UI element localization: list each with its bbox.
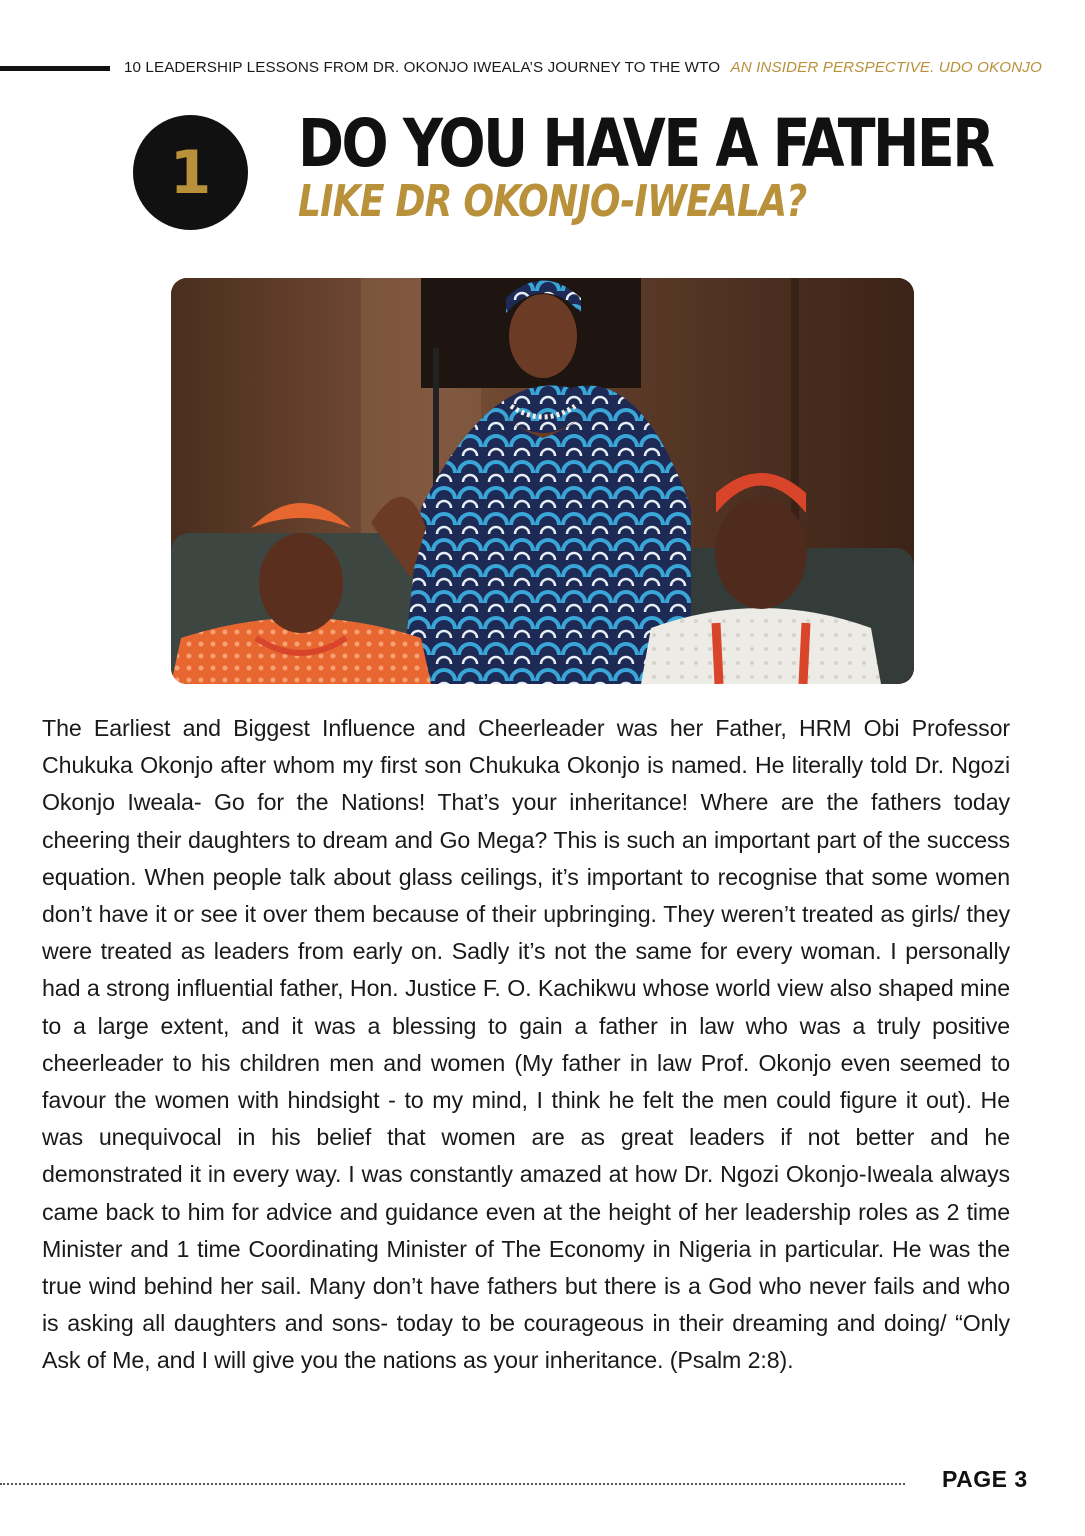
running-subtitle: AN INSIDER PERSPECTIVE. UDO OKONJO xyxy=(730,59,1042,76)
running-header xyxy=(0,0,1085,100)
running-title: 10 LEADERSHIP LESSONS FROM DR. OKONJO IWEALA’S JOURNEY TO THE WTO xyxy=(124,59,721,76)
body-paragraph: The Earliest and Biggest Influence and Cheerleader was her Father, HRM Obi Professor Chukuka Okonjo after whom my first son Chukuka Okonjo is named. He literally told Dr. Ngozi Okonjo Iweala- Go for the Nations! That’s your inheritance! Where are the fathers today cheering their daughters to dream and Go Mega? This is such an important part of the success equation. When people talk about glass ceilings, it’s important to recognise that some women don’t have it or see it over them because of their upbringing. They weren’t treated as girls/ they were treated as leaders from early on. Sadly it’s not the same for every woman. I personally had a strong influential father, Hon. Justice F. O. Kachikwu whose world view also shaped mine to a large extent, and it was a blessing to gain a father in law who was a truly positive cheerleader to his children men and women (My father in law Prof. Okonjo even seemed to favour the women with hindsight - to my mind, I think he felt the men could figure it out). He was unequivocal in his belief that women are as great leaders if not better and he demonstrated it in every way. I was constantly amazed at how Dr. Ngozi Okonjo-Iweala always came back to him for advice and guidance even at the height of her leadership roles as 2 time Minister and 1 time Coordinating Minister of The Economy in Nigeria in particular. He was the true wind behind her sail. Many don’t have fathers but there is a God who never fails and who is asking all daughters and sons- today to be courageous in their dreaming and doing/ “Only Ask of Me, and I will give you the nations as your inheritance. (Psalm 2:8). xyxy=(42,715,1010,1374)
header-rule xyxy=(0,66,110,71)
footer-dotted-rule xyxy=(0,1483,905,1485)
lesson-subtitle: LIKE DR OKONJO-IWEALA? xyxy=(298,176,807,227)
family-photo-illustration xyxy=(171,278,914,684)
lesson-number-badge: 1 xyxy=(133,115,248,230)
family-photo xyxy=(171,278,914,684)
page-number: PAGE 3 xyxy=(942,1466,1028,1492)
lesson-title: DO YOU HAVE A FATHER xyxy=(298,105,993,182)
running-header-text xyxy=(124,59,1042,76)
